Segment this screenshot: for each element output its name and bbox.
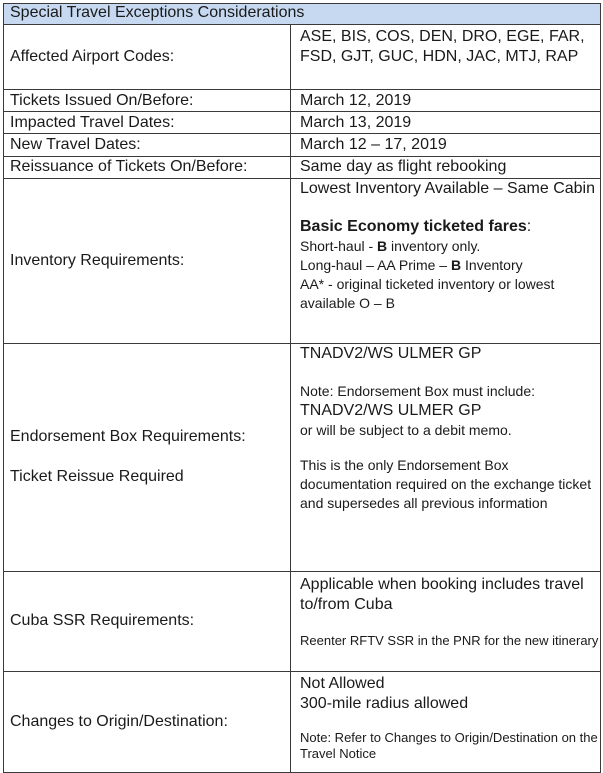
table-row: [4, 25, 601, 90]
table-row: [4, 671, 601, 772]
debit-memo-note: or will be subject to a debit memo.: [300, 421, 512, 438]
table-row: [4, 134, 601, 156]
table-title: Special Travel Exceptions Considerations: [4, 4, 601, 25]
endorsement-code: TNADV2/WS ULMER GP: [300, 344, 482, 362]
origin-note: Note: Refer to Changes to Origin/Destination on the Travel Notice: [300, 729, 598, 761]
row-label: Impacted Travel Dates:: [4, 112, 291, 134]
endorsement-only-note: This is the only Endorsement Box documentation required on the exchange ticket and supersedes all previous information: [300, 456, 592, 511]
row-label: Inventory Requirements:: [4, 178, 291, 343]
table-row: [4, 343, 601, 571]
aa-inventory-line: AA* - original ticketed inventory or lowest available O – B: [300, 275, 555, 311]
table-row: [4, 89, 601, 111]
inventory-line: Lowest Inventory Available – Same Cabin: [300, 179, 595, 197]
row-value: Same day as flight rebooking: [291, 156, 601, 178]
endorsement-note: Note: Endorsement Box must include:: [300, 382, 536, 399]
row-label: Cuba SSR Requirements:: [4, 571, 291, 671]
row-value: March 12, 2019: [291, 89, 601, 111]
row-label: Tickets Issued On/Before:: [4, 89, 291, 111]
basic-economy-heading: Basic Economy ticketed fares: [300, 217, 527, 235]
row-value: March 12 – 17, 2019: [291, 134, 601, 156]
row-label: New Travel Dates:: [4, 134, 291, 156]
table-header-row: [4, 4, 601, 25]
endorsement-code-repeat: TNADV2/WS ULMER GP: [300, 401, 482, 419]
cuba-line: Applicable when booking includes travel to/from Cuba: [300, 575, 584, 613]
exceptions-table: [3, 3, 601, 773]
long-haul-line: Long-haul – AA Prime – B Inventory: [300, 256, 523, 273]
table-row: [4, 571, 601, 671]
short-haul-line: Short-haul - B inventory only.: [300, 237, 481, 254]
row-value: March 13, 2019: [291, 112, 601, 134]
row-label: Changes to Origin/Destination:: [4, 671, 291, 772]
row-label: Affected Airport Codes:: [4, 25, 291, 90]
endorsement-label: Endorsement Box Requirements:: [10, 428, 246, 446]
cuba-note: Reenter RFTV SSR in the PNR for the new itinerary: [300, 632, 599, 648]
table-row: [4, 112, 601, 134]
airport-codes-value: ASE, BIS, COS, DEN, DRO, EGE, FAR, FSD, GJT, GUC, HDN, JAC, MTJ, RAP: [300, 28, 585, 66]
origin-radius-line: 300-mile radius allowed: [300, 694, 469, 712]
origin-line: Not Allowed: [300, 674, 385, 692]
table-row: Inventory Requirements: Lowest Inventory Available – Same Cabin Basic Economy ticketed fares: Short-haul - B inventory only. Long-haul – AA Prime – B Inventory AA* - original ticketed inventory or lowest available O – B: [4, 178, 601, 343]
table-row: [4, 156, 601, 178]
row-label: Reissuance of Tickets On/Before:: [4, 156, 291, 178]
ticket-reissue-label: Ticket Reissue Required: [10, 468, 184, 486]
